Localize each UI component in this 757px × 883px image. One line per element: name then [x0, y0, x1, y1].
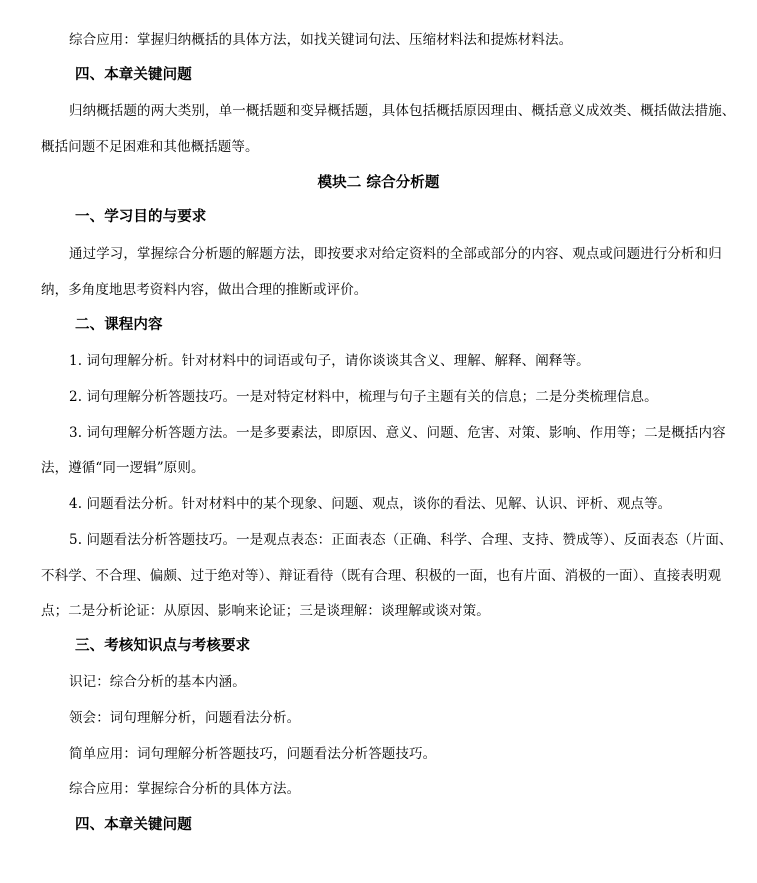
objectives-text-line-1: 通过学习，掌握综合分析题的解题方法，即按要求对给定资料的全部或部分的内容、观点或问题进行分析和归: [69, 246, 722, 262]
module-key-issues-heading: 四、本章关键问题: [75, 816, 192, 833]
assessment-item: 简单应用：词句理解分析答题技巧，问题看法分析答题技巧。: [69, 746, 437, 762]
content-item: 3. 词句理解分析答题方法。一是多要素法，即原因、意义、问题、危害、对策、影响、作用等；二是概括内容: [69, 425, 726, 441]
assessment-item: 识记：综合分析的基本内涵。: [69, 674, 246, 690]
content-item-continuation: 法，遵循“同一逻辑”原则。: [41, 460, 205, 476]
assessment-item: 领会：词句理解分析，问题看法分析。: [69, 710, 301, 726]
content-item: 4. 问题看法分析。针对材料中的某个现象、问题、观点，谈你的看法、见解、认识、评析、观点等。: [69, 496, 672, 512]
assessment-heading: 三、考核知识点与考核要求: [75, 637, 251, 654]
content-item: 1. 词句理解分析。针对材料中的词语或句子，请你谈谈其含义、理解、解释、阐释等。: [69, 353, 590, 369]
content-item-continuation: 点；二是分析论证：从原因、影响来论证；三是谈理解：谈理解或谈对策。: [41, 603, 490, 619]
content-item: 2. 词句理解分析答题技巧。一是对特定材料中，梳理与句子主题有关的信息；二是分类梳理信息。: [69, 389, 658, 405]
comprehensive-application-text: 综合应用：掌握归纳概括的具体方法，如找关键词句法、压缩材料法和提炼材料法。: [69, 32, 573, 48]
content-item: 5. 问题看法分析答题技巧。一是观点表态：正面表态（正确、科学、合理、支持、赞成等）、反面表态（片面、: [69, 532, 733, 548]
objectives-text-line-2: 纳，多角度地思考资料内容，做出合理的推断或评价。: [41, 282, 368, 298]
key-issues-text-line-2: 概括问题不足困难和其他概括题等。: [41, 139, 259, 155]
content-heading: 二、课程内容: [75, 316, 163, 333]
module-title: 模块二 综合分析题: [317, 174, 440, 191]
content-item-continuation: 不科学、不合理、偏颇、过于绝对等）、辩证看待（既有合理、积极的一面，也有片面、消极的一面）、直接表明观: [41, 568, 722, 584]
key-issues-text-line-1: 归纳概括题的两大类别，单一概括题和变异概括题，具体包括概括原因理由、概括意义成效类、概括做法措施、: [69, 103, 736, 119]
key-issues-heading: 四、本章关键问题: [75, 66, 192, 83]
assessment-item: 综合应用：掌握综合分析的具体方法。: [69, 781, 301, 797]
objectives-heading: 一、学习目的与要求: [75, 208, 207, 225]
